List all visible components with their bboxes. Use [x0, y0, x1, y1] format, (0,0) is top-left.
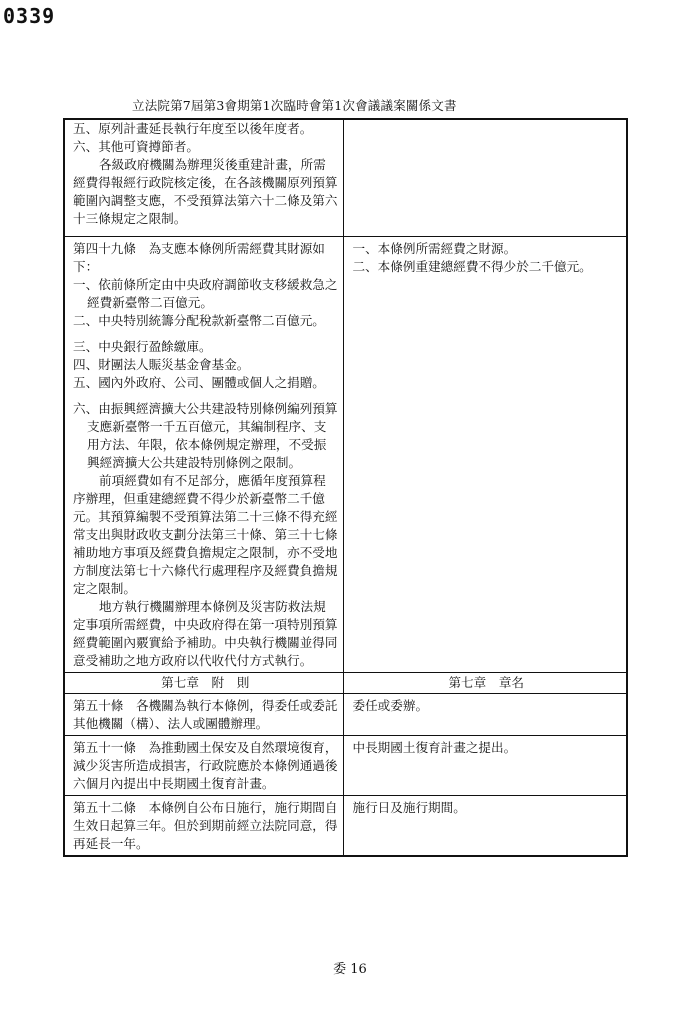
note-item: 二、本條例重建總經費不得少於二千億元。	[352, 258, 592, 274]
article-text: 第五十二條 本條例自公布日施行，施行期間自生效日起算三年。但於到期前經立法院同意，得再延長一年。	[73, 799, 338, 851]
page-number: 0339	[3, 4, 56, 28]
article-heading: 第四十九條 為支應本條例所需經費其財源如下：	[73, 240, 325, 274]
chapter-note: 第七章 章名	[344, 672, 627, 693]
provision-cell	[64, 693, 344, 735]
list-item: 三、中央銀行盈餘繳庫。	[73, 338, 212, 354]
table-row	[64, 693, 627, 735]
explanation-cell	[344, 236, 627, 672]
table-row	[64, 119, 627, 236]
article-text: 第五十條 各機關為執行本條例，得委任或委託其他機關（構）、法人或團體辦理。	[73, 697, 338, 731]
article-text: 第五十一條 為推動國土保安及自然環境復育，減少災害所造成損害，行政院應於本條例通過後六個月內提出中長期國土復育計畫。	[73, 739, 338, 791]
list-item: 六、其他可資撙節者。	[73, 139, 199, 154]
chapter-heading: 第七章 附 則	[64, 672, 344, 693]
table-row	[64, 795, 627, 856]
bill-table	[63, 118, 628, 857]
explanation-cell	[344, 735, 627, 795]
list-item: 六、由振興經濟擴大公共建設特別條例編列預算支應新臺幣一千五百億元，其編制程序、支用方法、年限，依本條例規定辦理，不受振興經濟擴大公共建設特別條例之限制。	[73, 400, 338, 470]
provision-cell	[64, 795, 344, 856]
paragraph: 各級政府機關為辦理災後重建計畫，所需經費得報經行政院核定後，在各該機關原列預算範圍內調整支應，不受預算法第六十二條及第六十三條規定之限制。	[73, 157, 338, 226]
provision-cell	[64, 119, 344, 236]
note-text: 中長期國土復育計畫之提出。	[352, 739, 517, 755]
table-row	[64, 236, 627, 672]
explanation-cell	[344, 119, 627, 236]
paragraph: 地方執行機關辦理本條例及災害防救法規定事項所需經費，中央政府得在第一項特別預算經費範圍內覈實給予補助。中央執行機關並得同意受補助之地方政府以代收代付方式執行。	[73, 598, 338, 668]
list-item: 五、原列計畫延長執行年度至以後年度者。	[73, 121, 313, 136]
list-item: 五、國內外政府、公司、團體或個人之捐贈。	[73, 374, 325, 390]
table-row	[64, 735, 627, 795]
provision-cell	[64, 236, 344, 672]
provision-cell	[64, 735, 344, 795]
note-text: 委任或委辦。	[352, 697, 429, 713]
page-footer: 委 16	[333, 962, 367, 977]
list-item: 一、依前條所定由中央政府調節收支移緩救急之經費新臺幣二百億元。	[73, 276, 338, 310]
explanation-cell	[344, 795, 627, 856]
note-item: 一、本條例所需經費之財源。	[352, 240, 517, 256]
note-text: 施行日及施行期間。	[352, 799, 466, 815]
list-item: 二、中央特別統籌分配稅款新臺幣二百億元。	[73, 312, 325, 328]
running-header: 立法院第7屆第3會期第1次臨時會第1次會議議案關係文書	[132, 98, 457, 113]
paragraph: 前項經費如有不足部分，應循年度預算程序辦理，但重建總經費不得少於新臺幣二千億元。其預算編製不受預算法第二十三條不得充經常支出與財政收支劃分法第三十條、第三十七條補助地方事項及經費負擔規定之限制，亦不受地方制度法第七十六條代行處理程序及經費負擔規定之限制。	[73, 472, 338, 596]
list-item: 四、財團法人賑災基金會基金。	[73, 356, 250, 372]
table-row	[64, 672, 627, 693]
explanation-cell	[344, 693, 627, 735]
